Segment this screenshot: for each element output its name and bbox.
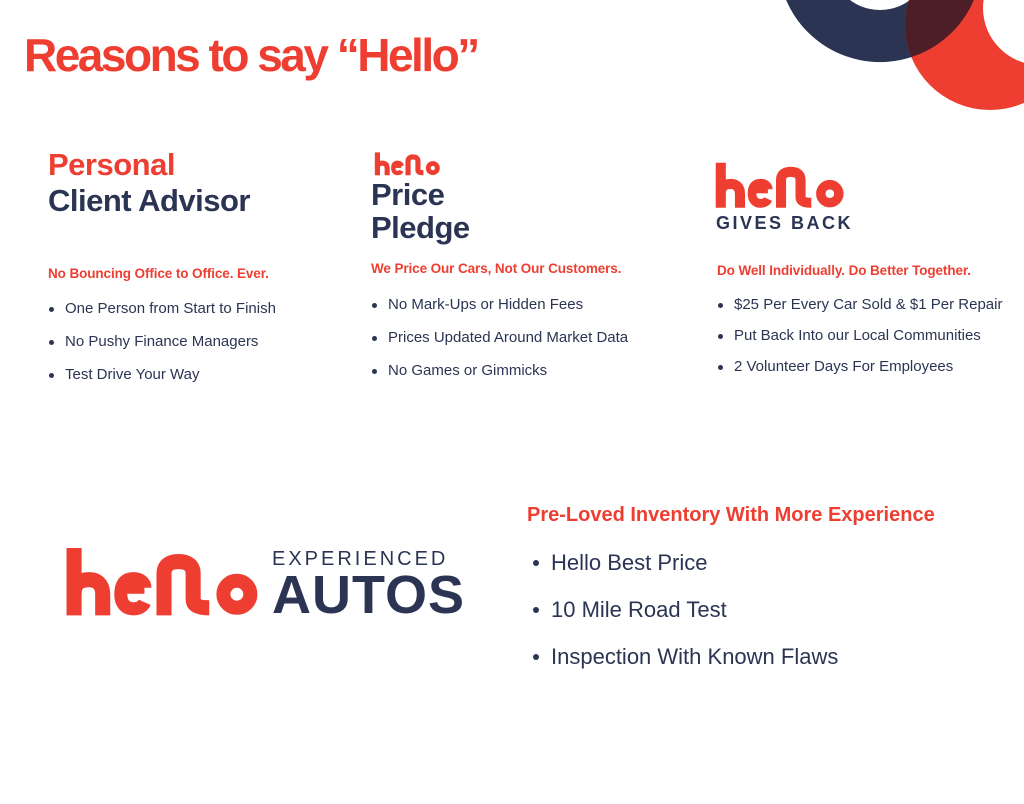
hello-wordmark-small bbox=[374, 151, 440, 178]
bullet-text: Put Back Into our Local Communities bbox=[734, 327, 981, 344]
footer-heading: Pre-Loved Inventory With More Experience bbox=[527, 504, 935, 526]
bullet-dot bbox=[49, 307, 54, 312]
bullet-dot bbox=[49, 340, 54, 345]
bullet-item bbox=[527, 597, 838, 623]
bullet-dot bbox=[533, 607, 539, 613]
bullet-dot bbox=[533, 560, 539, 566]
bullet-item bbox=[371, 330, 628, 346]
bullet-dot bbox=[718, 365, 723, 370]
page-title: Reasons to say “Hello” bbox=[24, 29, 478, 81]
hello-wordmark-medium bbox=[714, 160, 844, 213]
bullet-dot bbox=[718, 303, 723, 308]
column2-bullet-list bbox=[371, 297, 628, 396]
bullet-item bbox=[371, 297, 628, 313]
bullet-dot bbox=[372, 369, 377, 374]
bullet-text: $25 Per Every Car Sold & $1 Per Repair bbox=[734, 296, 1003, 313]
column2-heading-line2: Pledge bbox=[371, 210, 470, 245]
footer-bullet-list bbox=[527, 550, 838, 691]
bullet-item bbox=[527, 644, 838, 670]
footer-logo-line2: AUTOS bbox=[272, 565, 466, 625]
bullet-item bbox=[371, 363, 628, 379]
bullet-item bbox=[717, 359, 1002, 375]
column1-heading-rest: Client Advisor bbox=[48, 183, 250, 218]
bullet-text: No Games or Gimmicks bbox=[388, 362, 548, 379]
corner-rings-decoration bbox=[760, 0, 1024, 135]
bullet-item bbox=[717, 297, 1002, 313]
hello-wordmark-large bbox=[64, 544, 258, 622]
column3-bullet-list bbox=[717, 297, 1002, 390]
column2-heading-line1: Price bbox=[371, 177, 445, 212]
column1-bullet-list bbox=[48, 301, 276, 400]
bullet-item bbox=[717, 328, 1002, 344]
column1-subtitle: No Bouncing Office to Office. Ever. bbox=[48, 266, 269, 281]
column3-logo-caption: GIVES BACK bbox=[716, 213, 854, 233]
bullet-text: Hello Best Price bbox=[551, 550, 708, 575]
bullet-dot bbox=[533, 654, 539, 660]
bullet-dot bbox=[372, 303, 377, 308]
bullet-dot bbox=[49, 373, 54, 378]
bullet-dot bbox=[372, 336, 377, 341]
bullet-text: One Person from Start to Finish bbox=[65, 300, 276, 317]
bullet-dot bbox=[718, 334, 723, 339]
bullet-text: No Mark-Ups or Hidden Fees bbox=[388, 296, 584, 313]
bullet-item bbox=[48, 367, 276, 383]
bullet-text: Test Drive Your Way bbox=[65, 366, 200, 383]
column2-subtitle: We Price Our Cars, Not Our Customers. bbox=[371, 261, 622, 276]
bullet-item bbox=[527, 550, 838, 576]
column2-heading bbox=[371, 178, 470, 244]
bullet-text: Prices Updated Around Market Data bbox=[388, 329, 629, 346]
column3-subtitle: Do Well Individually. Do Better Together. bbox=[717, 263, 971, 278]
bullet-text: No Pushy Finance Managers bbox=[65, 333, 259, 350]
column1-heading-accent: Personal bbox=[48, 147, 175, 182]
column1-heading bbox=[48, 147, 250, 219]
bullet-text: 10 Mile Road Test bbox=[551, 597, 727, 622]
bullet-item bbox=[48, 334, 276, 350]
bullet-text: Inspection With Known Flaws bbox=[551, 644, 839, 669]
bullet-text: 2 Volunteer Days For Employees bbox=[734, 358, 954, 375]
footer-logo-line1: EXPERIENCED bbox=[272, 548, 449, 570]
bullet-item bbox=[48, 301, 276, 317]
